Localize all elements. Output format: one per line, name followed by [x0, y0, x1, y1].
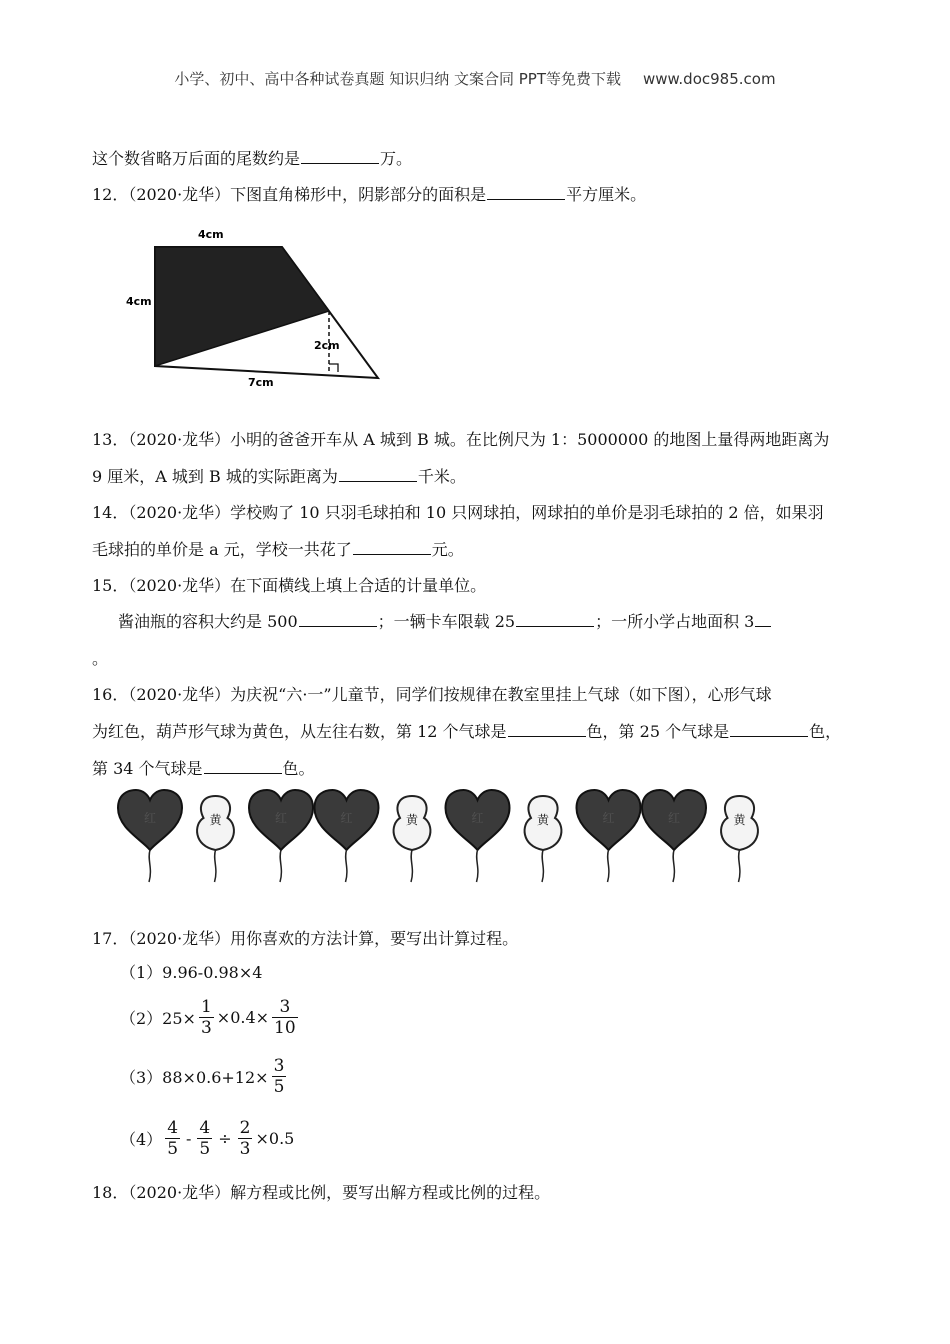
- fraction: [165, 1118, 180, 1159]
- balloon-string: [608, 850, 609, 882]
- expr-text: ×0.4×: [216, 1008, 270, 1027]
- numerator: 3: [272, 997, 298, 1018]
- header-text: 小学、初中、高中各种试卷真题 知识归纳 文案合同 PPT等免费下载: [174, 70, 621, 88]
- q12-unit: 平方厘米。: [566, 185, 647, 204]
- balloon-label: 红: [471, 811, 484, 825]
- q14-unit: 元。: [431, 540, 464, 559]
- numerator: 1: [200, 997, 212, 1017]
- denominator: 5: [167, 1139, 179, 1159]
- q13-unit: 千米。: [417, 467, 466, 486]
- balloon-label: 红: [340, 811, 353, 825]
- heart-balloon: [315, 790, 379, 882]
- q11-text: 这个数省略万后面的尾数约是: [92, 149, 301, 168]
- q12-text: 12．（2020·龙华）下图直角梯形中，阴影部分的面积是: [92, 185, 487, 204]
- answer-blank[interactable]: [339, 467, 417, 482]
- label-left: 4cm: [126, 295, 152, 308]
- balloon-label: 黄: [209, 813, 222, 827]
- balloon-label: 黄: [733, 813, 746, 827]
- q16-text-c: 色，: [809, 722, 842, 741]
- page-header: [0, 68, 950, 89]
- balloon-string: [149, 850, 150, 882]
- expr-text: （2）25×: [120, 1009, 196, 1028]
- expr-text: -: [186, 1129, 192, 1148]
- fraction: [272, 997, 298, 1038]
- heart-balloon: [446, 790, 510, 882]
- answer-blank[interactable]: [730, 722, 808, 737]
- q13-line2: [92, 464, 466, 487]
- q18-line1: 18．（2020·龙华）解方程或比例，要写出解方程或比例的过程。: [92, 1183, 551, 1202]
- q13-line1: 13．（2020·龙华）小明的爸爸开车从 A 城到 B 城。在比例尺为 1：5000000 的地图上量得两地距离为: [92, 430, 830, 449]
- q16-text-b: 色，第 25 个气球是: [586, 722, 730, 741]
- right-angle-mark: [329, 364, 338, 372]
- q15-line1: 15．（2020·龙华）在下面横线上填上合适的计量单位。: [92, 576, 487, 595]
- answer-blank[interactable]: [508, 722, 586, 737]
- expr-text: （3）88×0.6+12×: [120, 1068, 269, 1087]
- balloon-string: [411, 850, 412, 882]
- expr-text: （4）: [120, 1130, 163, 1149]
- trapezoid-figure: [120, 222, 390, 397]
- balloon-label: 红: [667, 811, 681, 825]
- q12-question: [92, 182, 646, 205]
- answer-blank[interactable]: [299, 612, 377, 627]
- balloon-label: 红: [274, 811, 288, 825]
- q14-text: 毛球拍的单价是 a 元，学校一共花了: [92, 540, 352, 559]
- label-mid: 2cm: [314, 339, 340, 352]
- q17-part1: （1）9.96-0.98×4: [120, 963, 263, 982]
- q16-line1: 16．（2020·龙华）为庆祝“六·一”儿童节，同学们按规律在教室里挂上气球（如下图），心形气球: [92, 685, 772, 704]
- heart-balloon: [249, 790, 313, 882]
- gourd-balloon: [721, 796, 758, 882]
- q15-part2: ；一辆卡车限载 25: [377, 612, 516, 631]
- gourd-balloon: [197, 796, 234, 882]
- numerator: 4: [167, 1118, 179, 1138]
- q11-tail: [92, 146, 412, 169]
- answer-blank[interactable]: [755, 612, 771, 627]
- balloon-string: [477, 850, 478, 882]
- numerator: 3: [273, 1056, 285, 1076]
- q16-line3: [92, 756, 315, 779]
- balloon-string: [673, 850, 674, 882]
- fraction: [238, 1118, 253, 1159]
- q17-line1: 17．（2020·龙华）用你喜欢的方法计算，要写出计算过程。: [92, 929, 519, 948]
- gourd-balloon: [525, 796, 562, 882]
- answer-blank[interactable]: [516, 612, 594, 627]
- balloon-string: [280, 850, 281, 882]
- q16-text-e: 色。: [282, 759, 315, 778]
- label-bottom: 7cm: [248, 376, 274, 389]
- denominator: 3: [239, 1139, 251, 1159]
- fraction: [199, 997, 214, 1038]
- answer-blank[interactable]: [301, 149, 379, 164]
- denominator: 5: [273, 1077, 285, 1097]
- answer-blank[interactable]: [353, 540, 431, 555]
- fraction: [272, 1056, 287, 1097]
- balloon-string: [346, 850, 347, 882]
- heart-balloon: [118, 790, 182, 882]
- answer-blank[interactable]: [487, 185, 565, 200]
- q17-part2: [120, 997, 301, 1038]
- q15-part1: 酱油瓶的容积大约是 500: [118, 612, 298, 631]
- balloon-label: 黄: [536, 813, 550, 827]
- q15-line2: [118, 609, 772, 632]
- balloon-label: 黄: [405, 813, 419, 827]
- balloon-string: [739, 850, 740, 882]
- numerator: 2: [239, 1118, 251, 1138]
- q16-text-a: 为红色，葫芦形气球为黄色，从左往右数，第 12 个气球是: [92, 722, 507, 741]
- q14-line2: [92, 537, 464, 560]
- denominator: 10: [274, 1018, 296, 1038]
- header-url[interactable]: www.doc985.com: [642, 70, 776, 88]
- gourd-balloon: [394, 796, 431, 882]
- balloon-row: [115, 788, 795, 888]
- denominator: 3: [200, 1018, 212, 1038]
- q17-part3: [120, 1056, 289, 1097]
- fraction: [197, 1118, 212, 1159]
- q13-text: 9 厘米，A 城到 B 城的实际距离为: [92, 467, 338, 486]
- expr-text: ×0.5: [255, 1129, 295, 1148]
- q15-part3: ；一所小学占地面积 3: [595, 612, 755, 631]
- balloon-label: 红: [143, 811, 157, 825]
- q17-part4: [120, 1118, 294, 1159]
- q16-text-d: 第 34 个气球是: [92, 759, 203, 778]
- heart-balloon: [642, 790, 706, 882]
- expr-text: ÷: [218, 1129, 232, 1148]
- q15-end: 。: [92, 649, 109, 668]
- answer-blank[interactable]: [204, 759, 282, 774]
- q14-line1: 14．（2020·龙华）学校购了 10 只羽毛球拍和 10 只网球拍，网球拍的单价是羽毛球拍的 2 倍，如果羽: [92, 503, 824, 522]
- heart-balloon: [577, 790, 641, 882]
- balloon-string: [215, 850, 216, 882]
- numerator: 4: [199, 1118, 211, 1138]
- balloon-string: [542, 850, 543, 882]
- shaded-region: [155, 247, 329, 366]
- denominator: 5: [199, 1139, 211, 1159]
- balloon-label: 红: [602, 811, 615, 825]
- q11-unit: 万。: [380, 149, 413, 168]
- q16-line2: [92, 719, 841, 742]
- label-top: 4cm: [198, 228, 224, 241]
